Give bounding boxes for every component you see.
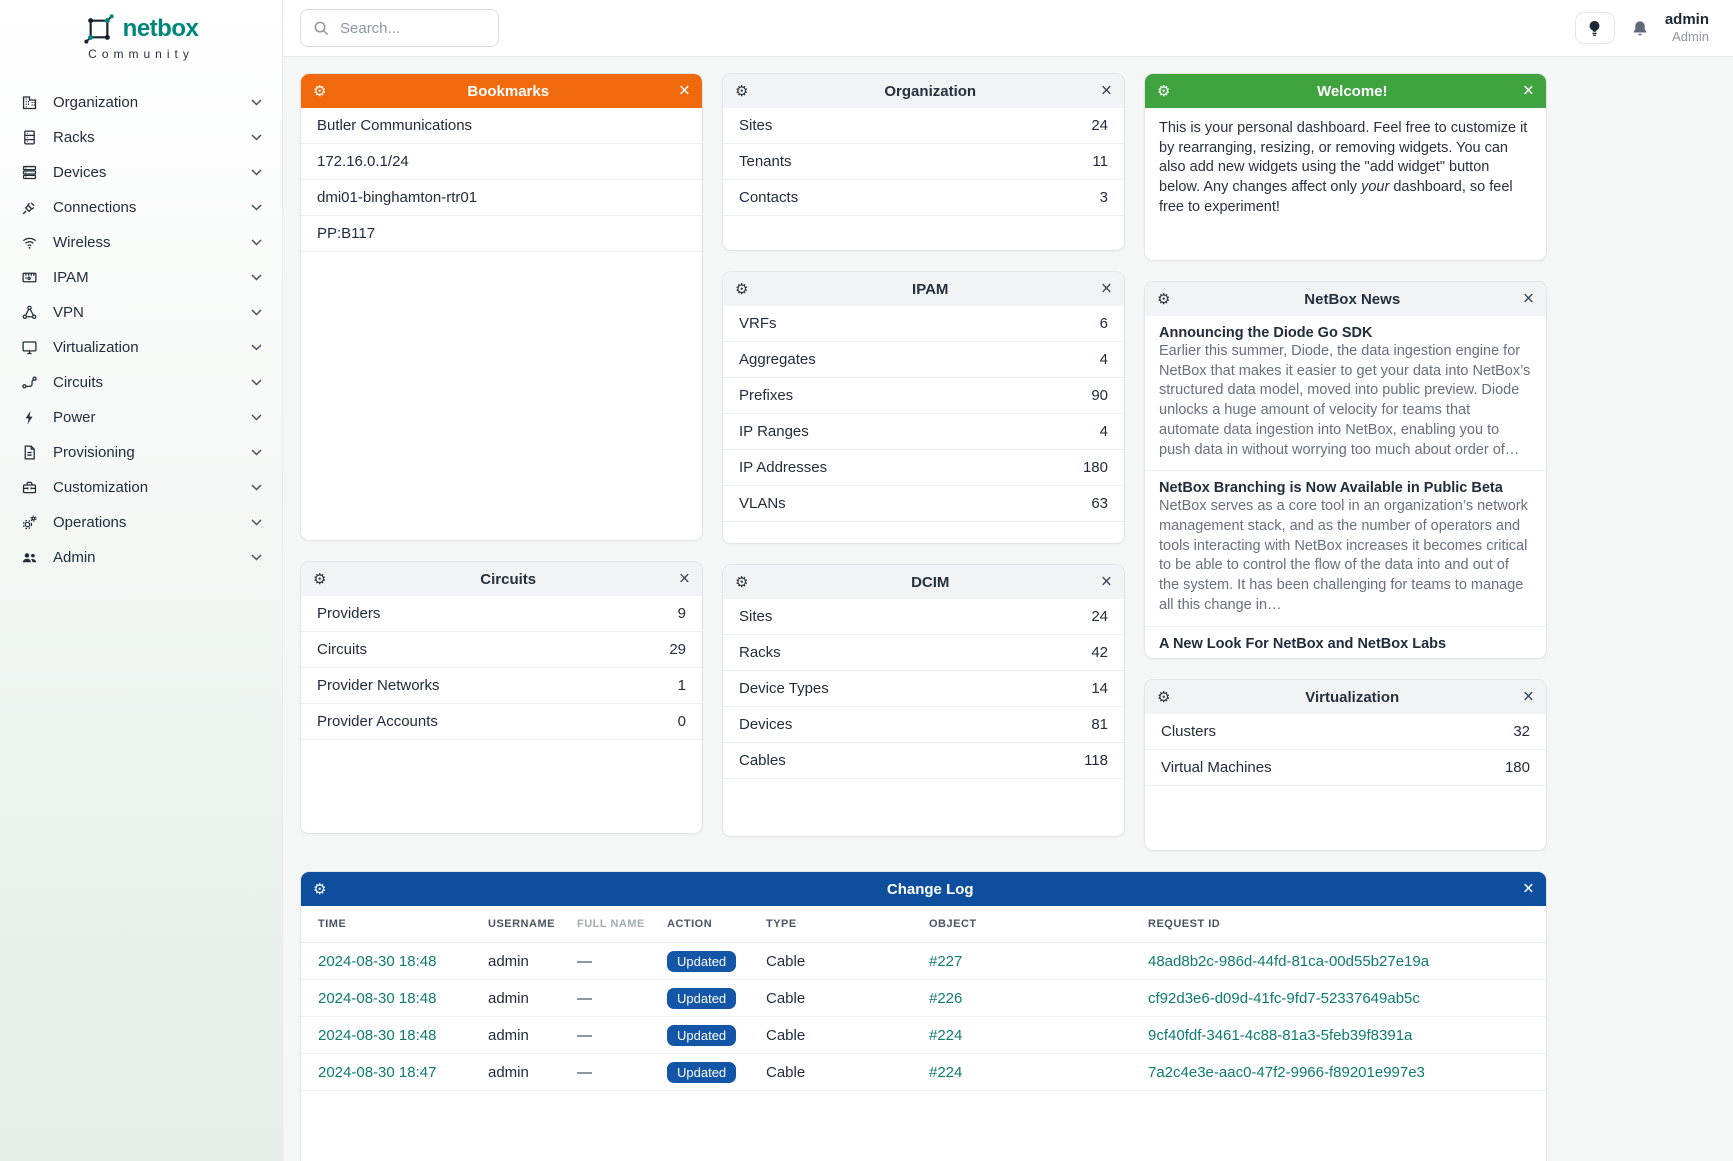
- stat-value: 24: [1091, 117, 1108, 134]
- change-type: Cable: [766, 1063, 806, 1081]
- rack-icon: [20, 129, 38, 147]
- sidebar-item-provisioning[interactable]: [0, 435, 282, 470]
- change-object-link[interactable]: #224: [929, 1063, 963, 1081]
- stat-label[interactable]: Providers: [317, 605, 381, 622]
- change-type: Cable: [766, 1026, 806, 1044]
- widget-close-icon[interactable]: ×: [1522, 878, 1534, 900]
- sidebar-item-label: Racks: [53, 129, 95, 146]
- stat-value: 42: [1091, 644, 1108, 661]
- sidebar-item-label: Power: [53, 409, 96, 426]
- cable-plug-icon: [20, 199, 38, 217]
- sidebar-item-circuits[interactable]: [0, 365, 282, 400]
- action-badge: Updated: [667, 988, 736, 1009]
- change-log-row: [301, 1017, 1546, 1054]
- stat-value: 180: [1082, 459, 1108, 476]
- stat-value: 4: [1099, 423, 1108, 440]
- widget-config-gear-icon[interactable]: ⚙: [1157, 687, 1171, 706]
- bookmark-item[interactable]: Butler Communications: [301, 108, 702, 144]
- sidebar-item-vpn[interactable]: [0, 295, 282, 330]
- widget-organization: [722, 73, 1125, 251]
- stat-value: 180: [1504, 759, 1530, 776]
- change-username: admin: [488, 1063, 529, 1081]
- chevron-down-icon: [251, 554, 262, 561]
- widget-change-log: [300, 871, 1547, 1161]
- chevron-down-icon: [251, 309, 262, 316]
- sidebar-item-label: Provisioning: [53, 444, 135, 461]
- stat-value: 4: [1099, 351, 1108, 368]
- stat-label[interactable]: Circuits: [317, 641, 368, 658]
- widget-close-icon[interactable]: ×: [1100, 571, 1112, 593]
- chevron-down-icon: [251, 519, 262, 526]
- stat-row: [723, 635, 1124, 671]
- sidebar-item-label: Connections: [53, 199, 137, 216]
- chevron-down-icon: [251, 449, 262, 456]
- stat-label[interactable]: Contacts: [739, 189, 799, 206]
- stat-label[interactable]: Sites: [739, 117, 773, 134]
- sidebar-item-devices[interactable]: [0, 155, 282, 190]
- widget-close-icon[interactable]: ×: [1100, 278, 1112, 300]
- sidebar-item-label: Circuits: [53, 374, 104, 391]
- action-badge: Updated: [667, 951, 736, 972]
- stat-row: [1145, 750, 1546, 786]
- stat-label[interactable]: IP Addresses: [739, 459, 828, 476]
- widget-title: Bookmarks: [467, 82, 550, 100]
- news-body: Earlier this summer, Diode, the data ingestion engine for NetBox that makes it easier to get your data into NetBox’s structured data model, moved into public preview. Diode unlocks a huge amount of velocity for teams that automate data ingestion into NetBox, enabling you to push data in without worrying too much about order of…: [1159, 343, 1531, 458]
- widget-title: Welcome!: [1316, 82, 1388, 100]
- chevron-down-icon: [251, 484, 262, 491]
- change-time-link[interactable]: 2024-08-30 18:47: [318, 1063, 437, 1081]
- widget-bookmarks: [300, 73, 703, 541]
- sidebar-item-label: VPN: [53, 304, 84, 321]
- stat-row: [723, 144, 1124, 180]
- sidebar-item-label: Customization: [53, 479, 149, 496]
- stat-row: [723, 180, 1124, 216]
- stat-row: [723, 342, 1124, 378]
- change-username: admin: [488, 989, 529, 1007]
- sidebar: [0, 0, 283, 1161]
- chevron-down-icon: [251, 99, 262, 106]
- widget-config-gear-icon[interactable]: ⚙: [735, 279, 749, 298]
- sidebar-item-operations[interactable]: [0, 505, 282, 540]
- widget-ipam: [722, 271, 1125, 544]
- widget-close-icon[interactable]: ×: [678, 80, 690, 102]
- sidebar-nav: [0, 67, 282, 575]
- netbox-logo[interactable]: [0, 0, 282, 67]
- brand-edition: Community: [88, 47, 194, 61]
- stat-value: 90: [1091, 387, 1108, 404]
- wifi-icon: [20, 234, 38, 252]
- bookmark-item[interactable]: 172.16.0.1/24: [301, 144, 702, 180]
- welcome-text-italic: your: [1361, 179, 1390, 196]
- change-fullname: —: [577, 1026, 592, 1044]
- column-header-requestid: REQUEST ID: [1148, 918, 1221, 930]
- change-username: admin: [488, 1026, 529, 1044]
- stat-value: 32: [1513, 723, 1530, 740]
- stat-label[interactable]: Tenants: [739, 153, 792, 170]
- stat-label[interactable]: Virtual Machines: [1161, 759, 1272, 776]
- sidebar-item-organization[interactable]: [0, 85, 282, 120]
- topbar: [283, 0, 1733, 57]
- stat-row: [723, 108, 1124, 144]
- widget-config-gear-icon[interactable]: ⚙: [1157, 289, 1171, 308]
- widget-config-gear-icon[interactable]: ⚙: [735, 81, 749, 100]
- widget-bookmarks-header[interactable]: [301, 74, 702, 108]
- bookmark-item[interactable]: dmi01-binghamton-rtr01: [301, 180, 702, 216]
- change-fullname: —: [577, 1063, 592, 1081]
- column-header-fullname: FULL NAME: [577, 918, 645, 930]
- change-log-row: [301, 1054, 1546, 1091]
- widget-close-icon[interactable]: ×: [1522, 80, 1534, 102]
- sidebar-item-label: Operations: [53, 514, 127, 531]
- news-item: [1145, 471, 1546, 626]
- column-header-object: OBJECT: [929, 918, 977, 930]
- theme-toggle-button[interactable]: [1575, 12, 1615, 44]
- widget-news-header[interactable]: [1145, 282, 1546, 316]
- column-header-type: TYPE: [766, 918, 797, 930]
- stat-label[interactable]: Cables: [739, 752, 786, 769]
- widget-dcim-header[interactable]: [723, 565, 1124, 599]
- widget-title: Organization: [884, 82, 977, 100]
- toolbox-icon: [20, 479, 38, 497]
- stat-label[interactable]: Devices: [739, 716, 793, 733]
- stat-value: 6: [1099, 315, 1108, 332]
- widget-virtualization: [1144, 679, 1547, 851]
- widget-ipam-header[interactable]: [723, 272, 1124, 306]
- sidebar-item-admin[interactable]: [0, 540, 282, 575]
- widget-title: Change Log: [886, 880, 974, 898]
- widget-title: NetBox News: [1304, 290, 1401, 308]
- welcome-text-after: dashboard, so feel free to experiment!: [1159, 179, 1513, 215]
- chevron-down-icon: [251, 274, 262, 281]
- stat-label[interactable]: Clusters: [1161, 723, 1217, 740]
- dashboard-column-2: [722, 73, 1125, 851]
- sidebar-item-wireless[interactable]: [0, 225, 282, 260]
- chevron-down-icon: [251, 239, 262, 246]
- stat-row: [723, 414, 1124, 450]
- change-log-row: [301, 980, 1546, 1017]
- change-object-link[interactable]: #224: [929, 1026, 963, 1044]
- widget-title: Circuits: [480, 570, 537, 588]
- chevron-down-icon: [251, 379, 262, 386]
- widget-close-icon[interactable]: ×: [678, 568, 690, 590]
- stat-label[interactable]: Racks: [739, 644, 781, 661]
- stat-label[interactable]: Prefixes: [739, 387, 794, 404]
- stat-label[interactable]: Sites: [739, 608, 773, 625]
- stat-value: 11: [1092, 153, 1108, 170]
- change-requestid-link[interactable]: 9cf40fdf-3461-4c88-81a3-5feb39f8391a: [1148, 1026, 1413, 1044]
- stat-value: 29: [669, 641, 686, 658]
- sidebar-item-power[interactable]: [0, 400, 282, 435]
- widget-change-log-header[interactable]: [301, 872, 1546, 906]
- change-object-link[interactable]: #226: [929, 989, 963, 1007]
- stat-row: [723, 707, 1124, 743]
- sidebar-item-label: Virtualization: [53, 339, 139, 356]
- widget-organization-header[interactable]: [723, 74, 1124, 108]
- column-header-username: USERNAME: [488, 918, 555, 930]
- stat-value: 9: [677, 605, 686, 622]
- change-requestid-link[interactable]: 7a2c4e3e-aac0-47f2-9966-f89201e997e3: [1148, 1063, 1425, 1081]
- change-requestid-link[interactable]: cf92d3e6-d09d-41fc-9fd7-52337649ab5c: [1148, 989, 1420, 1007]
- search-input[interactable]: [340, 20, 486, 37]
- widget-config-gear-icon[interactable]: ⚙: [735, 572, 749, 591]
- widget-netbox-news: [1144, 281, 1547, 659]
- stat-row: [723, 378, 1124, 414]
- widget-close-icon[interactable]: ×: [1522, 686, 1534, 708]
- content-area: [283, 0, 1733, 1161]
- gears-icon: [20, 514, 38, 532]
- action-badge: Updated: [667, 1025, 736, 1046]
- sidebar-item-racks[interactable]: [0, 120, 282, 155]
- widget-virtualization-header[interactable]: [1145, 680, 1546, 714]
- widget-config-gear-icon[interactable]: ⚙: [313, 569, 327, 588]
- user-menu[interactable]: [1665, 11, 1709, 45]
- chevron-down-icon: [251, 134, 262, 141]
- welcome-text-before: This is your personal dashboard. Feel free to customize it by rearranging, resizing, or removing widgets. You can also add new widgets using the "add widget" button below. Any changes affect only: [1159, 120, 1528, 196]
- sidebar-item-ipam[interactable]: [0, 260, 282, 295]
- user-role: Admin: [1672, 29, 1709, 45]
- stat-label[interactable]: Provider Networks: [317, 677, 440, 694]
- search-icon: [313, 20, 330, 37]
- netbox-logo-icon: [84, 14, 114, 44]
- sidebar-item-label: Organization: [53, 94, 139, 111]
- stat-row: [723, 486, 1124, 522]
- change-object-link[interactable]: #227: [929, 952, 963, 970]
- document-icon: [20, 444, 38, 462]
- stat-label[interactable]: VRFs: [739, 315, 777, 332]
- change-log-row: [301, 943, 1546, 980]
- stat-row: [301, 704, 702, 740]
- change-fullname: —: [577, 989, 592, 1007]
- stat-value: 118: [1084, 752, 1108, 769]
- servers-icon: [20, 164, 38, 182]
- user-name: admin: [1664, 11, 1709, 29]
- stat-row: [1145, 714, 1546, 750]
- stat-value: 3: [1099, 189, 1108, 206]
- transit-connection-icon: [20, 374, 38, 392]
- change-time-link[interactable]: 2024-08-30 18:48: [318, 952, 437, 970]
- notifications-bell-icon[interactable]: [1631, 19, 1649, 38]
- widget-title: DCIM: [911, 573, 950, 591]
- news-headline[interactable]: NetBox Branching is Now Available in Public Beta: [1159, 480, 1503, 497]
- stat-label[interactable]: VLANs: [739, 495, 786, 512]
- stat-value: 63: [1091, 495, 1108, 512]
- news-item: [1145, 316, 1546, 471]
- news-headline[interactable]: A New Look For NetBox and NetBox Labs: [1159, 635, 1447, 652]
- stat-row: [723, 671, 1124, 707]
- sidebar-item-label: IPAM: [53, 269, 89, 286]
- news-item: [1145, 627, 1546, 659]
- sidebar-item-label: Wireless: [53, 234, 111, 251]
- column-header-action: ACTION: [667, 918, 713, 930]
- building-icon: [20, 94, 38, 112]
- network-nodes-icon: [20, 304, 38, 322]
- users-icon: [20, 549, 38, 567]
- bookmark-item[interactable]: PP:B117: [301, 216, 702, 252]
- stat-value: 1: [677, 677, 686, 694]
- chevron-down-icon: [251, 344, 262, 351]
- widget-close-icon[interactable]: ×: [1100, 80, 1112, 102]
- change-fullname: —: [577, 952, 592, 970]
- search-box[interactable]: [300, 9, 499, 47]
- sidebar-item-label: Devices: [53, 164, 107, 181]
- brand-wordmark: netbox: [122, 15, 199, 42]
- widget-close-icon[interactable]: ×: [1522, 288, 1534, 310]
- column-header-time: TIME: [318, 918, 347, 930]
- change-username: admin: [488, 952, 529, 970]
- chevron-down-icon: [251, 169, 262, 176]
- change-log-column-headers: [301, 906, 1546, 943]
- stat-label[interactable]: Device Types: [739, 680, 829, 697]
- sidebar-item-virtualization[interactable]: [0, 330, 282, 365]
- widget-welcome-header[interactable]: [1145, 74, 1546, 108]
- stat-label[interactable]: Provider Accounts: [317, 713, 438, 730]
- ip-counter-icon: [20, 269, 38, 287]
- dashboard: [283, 57, 1733, 1161]
- change-time-link[interactable]: 2024-08-30 18:48: [318, 1026, 437, 1044]
- widget-dcim: [722, 564, 1125, 837]
- dashboard-column-1: [300, 73, 703, 851]
- stat-row: [723, 599, 1124, 635]
- stat-row: [301, 596, 702, 632]
- widget-config-gear-icon[interactable]: ⚙: [313, 81, 327, 100]
- monitor-icon: [20, 339, 38, 357]
- stat-value: 0: [677, 713, 686, 730]
- sidebar-item-customization[interactable]: [0, 470, 282, 505]
- widget-config-gear-icon[interactable]: ⚙: [313, 879, 327, 898]
- widget-config-gear-icon[interactable]: ⚙: [1157, 81, 1171, 100]
- news-body: NetBox serves as a core tool in an organization’s network management stack, and as the number of operators and tools interacting with NetBox increases it becomes critical to be able to control the flow of the data into and out of the system. It has been challenging for teams to manage all this change in…: [1159, 498, 1528, 613]
- change-type: Cable: [766, 989, 806, 1007]
- sidebar-item-connections[interactable]: [0, 190, 282, 225]
- change-time-link[interactable]: 2024-08-30 18:48: [318, 989, 437, 1007]
- stat-row: [723, 743, 1124, 779]
- chevron-down-icon: [251, 204, 262, 211]
- sidebar-item-label: Admin: [53, 549, 96, 566]
- stat-value: 81: [1091, 716, 1108, 733]
- stat-label[interactable]: Aggregates: [739, 351, 816, 368]
- dashboard-column-3: [1144, 73, 1547, 851]
- widget-title: Virtualization: [1305, 688, 1400, 706]
- stat-row: [301, 668, 702, 704]
- stat-row: [723, 306, 1124, 342]
- widget-welcome: [1144, 73, 1547, 261]
- widget-title: IPAM: [912, 280, 949, 298]
- lightbulb-icon: [1587, 20, 1602, 37]
- widget-circuits: [300, 561, 703, 834]
- news-headline[interactable]: Announcing the Diode Go SDK: [1159, 325, 1373, 341]
- chevron-down-icon: [251, 414, 262, 421]
- welcome-text: [1145, 108, 1546, 229]
- change-requestid-link[interactable]: 48ad8b2c-986d-44fd-81ca-00d55b27e19a: [1148, 952, 1430, 970]
- widget-circuits-header[interactable]: [301, 562, 702, 596]
- stat-label[interactable]: IP Ranges: [739, 423, 809, 440]
- stat-value: 14: [1091, 680, 1108, 697]
- stat-row: [723, 450, 1124, 486]
- action-badge: Updated: [667, 1062, 736, 1083]
- change-type: Cable: [766, 952, 806, 970]
- stat-row: [301, 632, 702, 668]
- stat-value: 24: [1091, 608, 1108, 625]
- lightning-bolt-icon: [20, 409, 38, 427]
